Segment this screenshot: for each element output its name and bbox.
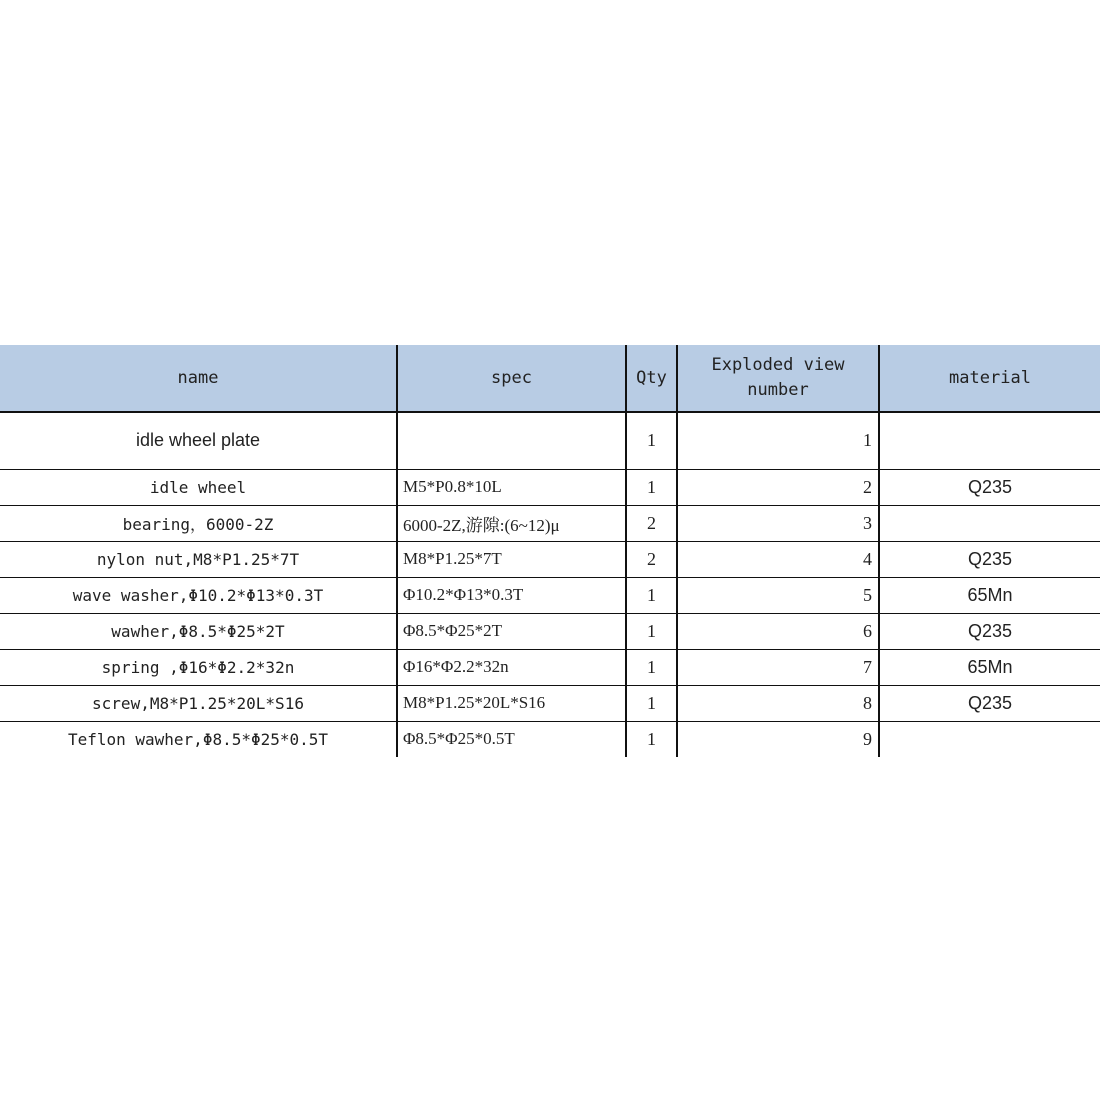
cell-name: screw,M8*P1.25*20L*S16 — [92, 693, 304, 713]
cell-name: nylon nut,M8*P1.25*7T — [96, 549, 300, 569]
cell-spec: Φ8.5*Φ25*2T — [397, 613, 626, 649]
cell-qty: 2 — [626, 541, 677, 577]
cell-name: spring ,Φ16*Φ2.2*32n — [101, 657, 295, 677]
table-row — [0, 505, 1100, 541]
cell-exploded: 7 — [677, 649, 879, 685]
header-qty: Qty — [626, 345, 677, 412]
cell-spec: Φ16*Φ2.2*32n — [397, 649, 626, 685]
cell-qty: 1 — [626, 577, 677, 613]
cell-exploded: 6 — [677, 613, 879, 649]
cell-spec: Φ8.5*Φ25*0.5T — [397, 721, 626, 757]
header-spec: spec — [397, 345, 626, 412]
cell-qty: 1 — [626, 412, 677, 469]
cell-name: Teflon wawher,Φ8.5*Φ25*0.5T — [67, 729, 329, 749]
cell-spec — [397, 412, 626, 469]
cell-material: Q235 — [879, 541, 1100, 577]
cell-material: 65Mn — [879, 649, 1100, 685]
header-exploded-view-number: Exploded view number — [677, 345, 879, 412]
cell-exploded: 8 — [677, 685, 879, 721]
cell-name: bearing，6000-2Z — [122, 514, 274, 534]
table-row — [0, 469, 1100, 505]
cell-exploded: 9 — [677, 721, 879, 757]
cell-qty: 2 — [626, 505, 677, 541]
cell-qty: 1 — [626, 613, 677, 649]
table-row — [0, 577, 1100, 613]
cell-spec: M5*P0.8*10L — [397, 469, 626, 505]
cell-exploded: 5 — [677, 577, 879, 613]
table-row — [0, 613, 1100, 649]
cell-name: idle wheel plate — [135, 430, 261, 451]
cell-exploded: 4 — [677, 541, 879, 577]
cell-exploded: 1 — [677, 412, 879, 469]
table-row — [0, 721, 1100, 757]
cell-material — [879, 505, 1100, 541]
cell-exploded: 2 — [677, 469, 879, 505]
cell-material — [879, 412, 1100, 469]
table-header — [0, 345, 1100, 412]
header-row — [0, 345, 1100, 412]
cell-qty: 1 — [626, 469, 677, 505]
cell-spec: M8*P1.25*20L*S16 — [397, 685, 626, 721]
cell-name: wawher,Φ8.5*Φ25*2T — [111, 621, 285, 641]
cell-name: wave washer,Φ10.2*Φ13*0.3T — [72, 585, 324, 605]
cell-material: Q235 — [879, 469, 1100, 505]
table-row — [0, 685, 1100, 721]
cell-name: idle wheel — [149, 477, 247, 497]
cell-material — [879, 721, 1100, 757]
header-name: name — [0, 345, 397, 412]
cell-qty: 1 — [626, 685, 677, 721]
cell-qty: 1 — [626, 721, 677, 757]
cell-spec: 6000-2Z,游隙:(6~12)μ — [397, 505, 626, 541]
parts-table — [0, 345, 1100, 757]
cell-material: 65Mn — [879, 577, 1100, 613]
cell-spec: M8*P1.25*7T — [397, 541, 626, 577]
header-material: material — [879, 345, 1100, 412]
table-row — [0, 541, 1100, 577]
cell-material: Q235 — [879, 685, 1100, 721]
cell-exploded: 3 — [677, 505, 879, 541]
cell-spec: Φ10.2*Φ13*0.3T — [397, 577, 626, 613]
cell-qty: 1 — [626, 649, 677, 685]
cell-material: Q235 — [879, 613, 1100, 649]
table-body — [0, 412, 1100, 757]
table-row — [0, 649, 1100, 685]
parts-table-container — [0, 345, 1100, 757]
table-row — [0, 412, 1100, 469]
